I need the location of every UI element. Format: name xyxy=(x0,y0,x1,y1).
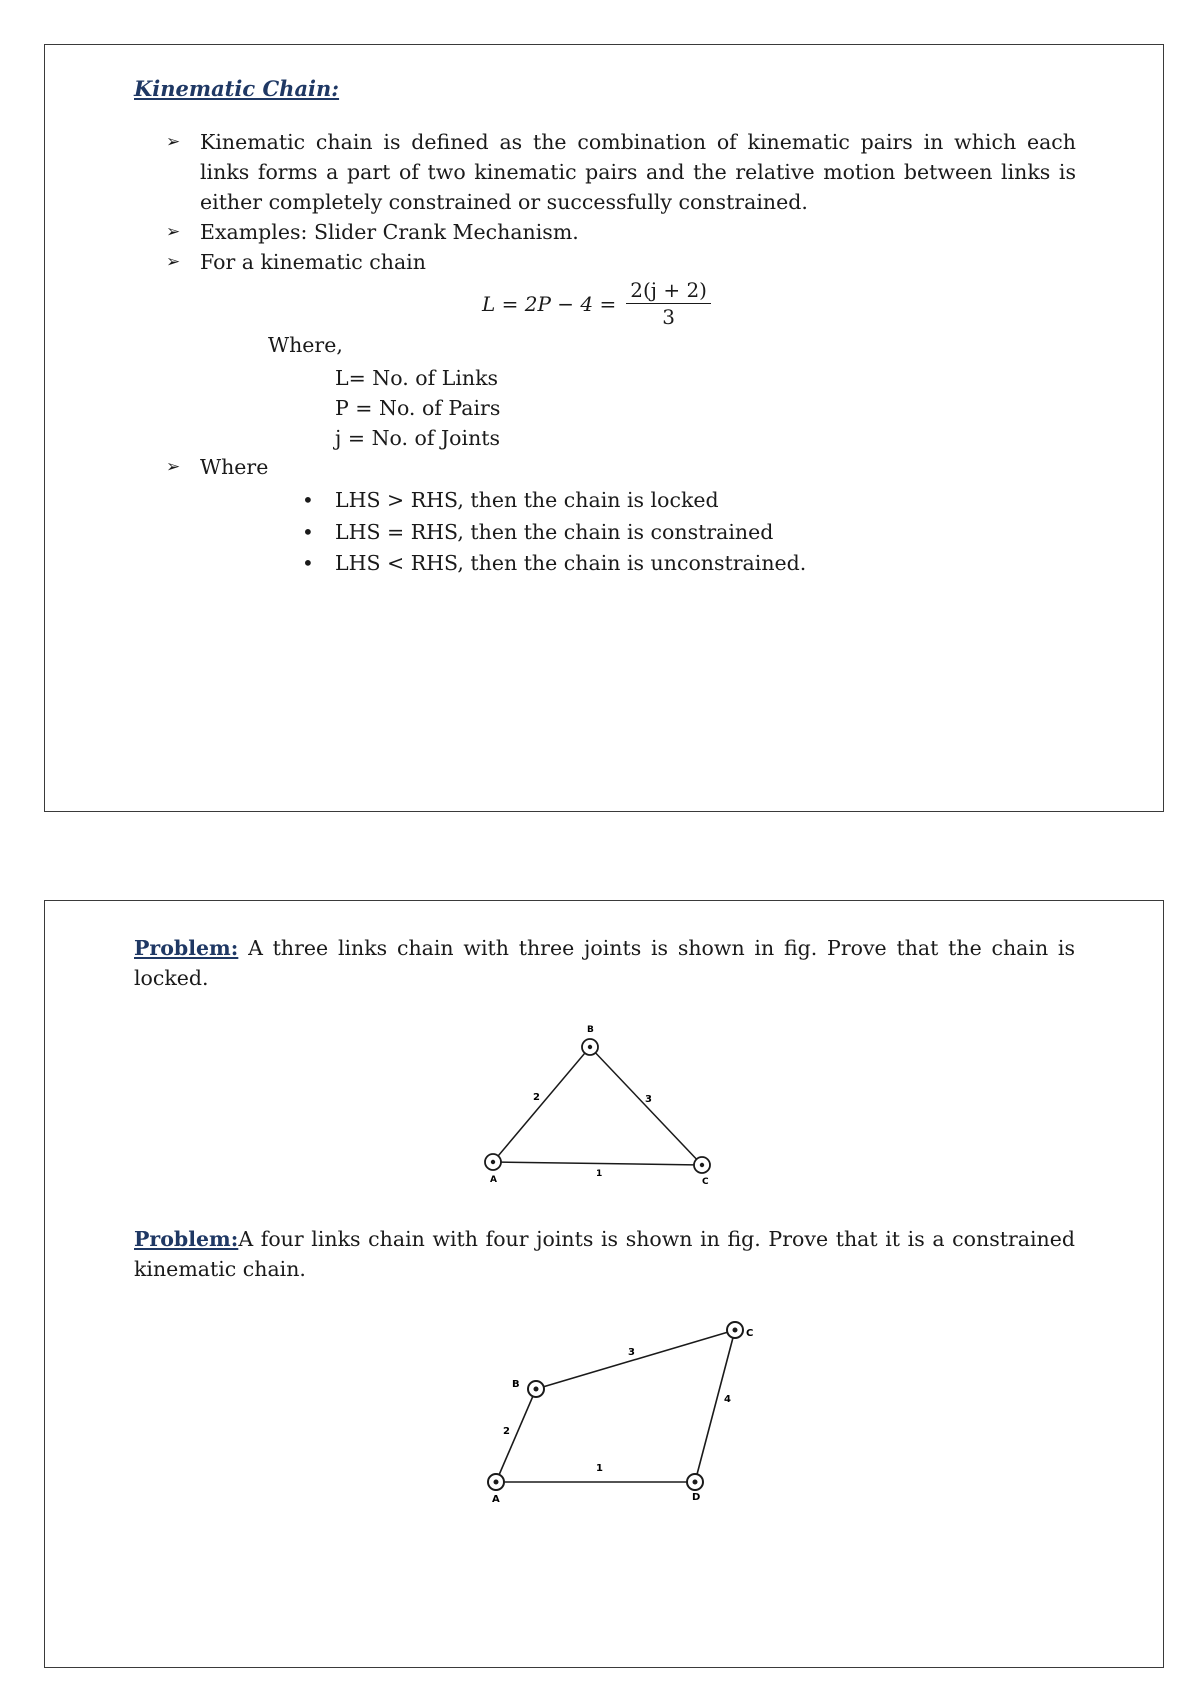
joint-circle xyxy=(694,1157,710,1173)
joint-circle xyxy=(485,1154,501,1170)
link-label: 1 xyxy=(596,1169,603,1179)
bullet-text: Kinematic chain is defined as the combination of kinematic pairs in which each links forms a part of two kinematic pairs and the relative motion between links is either completely constrained or successfully constrained. xyxy=(200,130,1076,214)
joint-circle xyxy=(488,1474,504,1490)
link-label: 2 xyxy=(533,1092,540,1103)
link-label: 3 xyxy=(645,1094,652,1105)
formula-fraction xyxy=(626,278,711,329)
bullet-text: For a kinematic chain xyxy=(200,250,426,274)
bullet-item xyxy=(166,452,268,482)
dot-bullet-icon: • xyxy=(302,519,314,544)
problem-label: Problem: xyxy=(134,936,239,960)
condition-text: LHS > RHS, then the chain is locked xyxy=(335,488,719,512)
bullet-item xyxy=(166,127,1076,217)
condition-item xyxy=(300,517,806,549)
bullet-list xyxy=(166,127,1076,277)
arrow-bullet-icon: ➢ xyxy=(166,222,181,242)
bullet-item-where xyxy=(166,452,268,482)
condition-text: LHS = RHS, then the chain is constrained xyxy=(335,519,774,544)
bullet-item xyxy=(166,217,1076,247)
problem-statement-2 xyxy=(134,1224,1075,1284)
link-line xyxy=(496,1389,536,1482)
three-link-chain-figure xyxy=(470,1020,730,1190)
arrow-bullet-icon: ➢ xyxy=(166,457,181,477)
link-line xyxy=(536,1330,735,1389)
bullet-text: Where xyxy=(200,455,269,479)
joint-circle xyxy=(687,1474,703,1490)
condition-list xyxy=(300,485,806,580)
link-label: 1 xyxy=(596,1463,603,1474)
problem-statement-1 xyxy=(134,933,1075,993)
joint-label: C xyxy=(702,1177,709,1187)
bullet-text: Examples: Slider Crank Mechanism. xyxy=(200,220,579,244)
arrow-bullet-icon: ➢ xyxy=(166,132,181,152)
formula-lhs: L = 2P − 4 = xyxy=(482,291,617,316)
joint-circle xyxy=(727,1322,743,1338)
link-line xyxy=(493,1162,702,1165)
dot-bullet-icon: • xyxy=(302,488,314,512)
joint-label: B xyxy=(512,1379,520,1390)
joint-label: D xyxy=(692,1492,701,1503)
link-label: 2 xyxy=(503,1426,510,1437)
section-heading: Kinematic Chain: xyxy=(134,76,340,101)
joint-label: C xyxy=(746,1328,754,1339)
problem-label: Problem: xyxy=(134,1227,239,1251)
four-link-chain-figure xyxy=(470,1300,770,1530)
link-line xyxy=(493,1047,590,1162)
formula-numerator: 2(j + 2) xyxy=(626,278,711,304)
definition-item: L= No. of Links xyxy=(335,366,499,390)
problem-text: A three links chain with three joints is shown in fig. Prove that the chain is locked. xyxy=(134,936,1075,990)
joint-label: B xyxy=(587,1025,594,1035)
dot-bullet-icon: • xyxy=(302,551,314,575)
problem-text: A four links chain with four joints is shown in fig. Prove that it is a constrained kinematic chain. xyxy=(134,1227,1075,1281)
where-label: Where, xyxy=(268,333,343,357)
definition-item: P = No. of Pairs xyxy=(335,396,501,420)
condition-item xyxy=(300,548,806,580)
formula-denominator: 3 xyxy=(662,305,675,329)
link-label: 3 xyxy=(628,1347,635,1358)
kinematic-chain-formula xyxy=(482,278,711,329)
arrow-bullet-icon: ➢ xyxy=(166,252,181,272)
link-line xyxy=(590,1047,702,1165)
joint-circle xyxy=(582,1039,598,1055)
definition-list xyxy=(335,363,500,453)
condition-item xyxy=(300,485,806,517)
joint-circle xyxy=(528,1381,544,1397)
joint-label: A xyxy=(492,1494,500,1505)
link-label: 4 xyxy=(724,1394,731,1405)
link-line xyxy=(695,1330,735,1482)
bullet-item xyxy=(166,247,1076,277)
slide-frame-problems xyxy=(44,900,1164,1668)
joint-label: A xyxy=(490,1175,497,1185)
condition-text: LHS < RHS, then the chain is unconstrained. xyxy=(335,551,807,575)
definition-item: j = No. of Joints xyxy=(335,426,501,450)
